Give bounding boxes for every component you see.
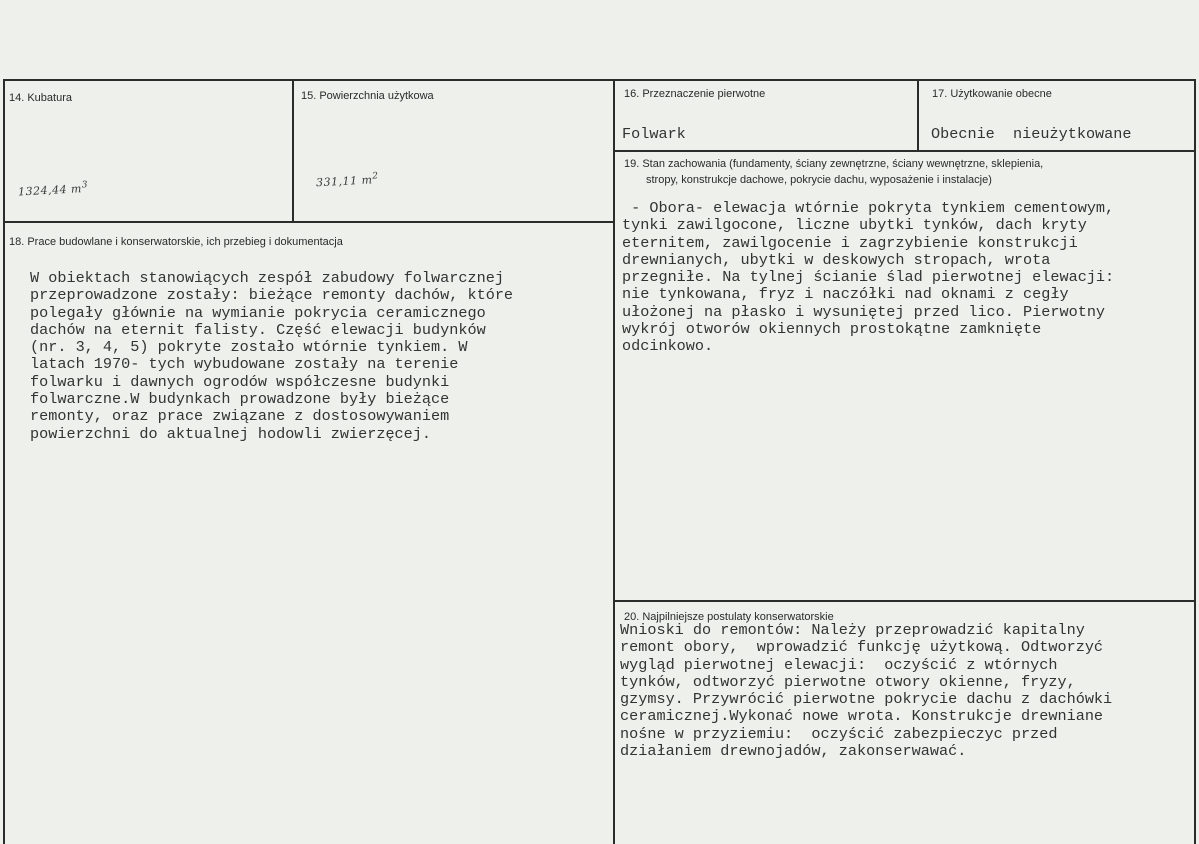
field-14-power: 3 xyxy=(81,180,89,191)
field-18-text: W obiektach stanowiących zespół zabudowy folwarcznej przeprowadzone zostały: bieżące remonty dachów, które polegały głównie na wymianie pokrycia ceramicznego dachów na eternit falisty. Część elewacji budynków (nr. 3, 4, 5) pokryte zostało wtórnie tynkiem. W latach 1970- tych wybudowane zostały na terenie folwarku i dawnych ogrodów współczesne budynki folwarczne.W budynkach prowadzone były bieżące remonty, oraz prace związane z dostosowywaniem powierzchni do aktualnej hodowli zwierzęcej. xyxy=(30,269,514,443)
field-17-value: Obecnie nieużytkowane xyxy=(931,125,1132,143)
field-15-power: 2 xyxy=(372,171,379,182)
field-19-text: - Obora- elewacja wtórnie pokryta tynkiem cementowym, tynki zawilgocone, liczne ubytki tynków, dach kryty eternitem, zawilgocenie i zagrzybienie konstrukcji drewnianych, ubytki w deskowych stropach, wrota przegniłe. Na tylnej ścianie ślad pierwotnej elewacji: nie tynkowana, fryz i naczółki nad oknami z cegły ułożonej na płasko i wysuniętej przed lico. Pierwotny wykrój otworów okiennych prostokątne zamknięte odcinkowo. xyxy=(622,199,1115,356)
field-20-label: 20. Najpilniejsze postulaty konserwatorskie xyxy=(624,611,834,623)
field-14-number: 1324,44 m xyxy=(17,182,83,199)
field-19-label-line2: stropy, konstrukcje dachowe, pokrycie dachu, wyposażenie i instalacje) xyxy=(646,174,992,186)
top-rule xyxy=(3,79,1195,81)
field-16-value: Folwark xyxy=(622,125,686,143)
field-14-value xyxy=(18,180,89,198)
field-20-text: Wnioski do remontów: Należy przeprowadzić kapitalny remont obory, wprowadzić funkcję użytkową. Odtworzyć wygląd pierwotnej elewacji: oczyścić z wtórnych tynków, odtworzyć pierwotne otwory okienne, fryzy, gzymsy. Przywrócić pierwotne pokrycie dachu z dachówki ceramicznej.Wykonać nowe wrota. Konstrukcje drewniane nośne w przyziemiu: oczyścić zabezpieczyc przed działaniem drewnojadów, zakonserwawać. xyxy=(620,621,1113,761)
field-15-value xyxy=(316,171,379,189)
field-14-label: 14. Kubatura xyxy=(9,92,72,104)
field-18-label: 18. Prace budowlane i konserwatorskie, ich przebieg i dokumentacja xyxy=(9,236,343,248)
rule-under-16-17 xyxy=(613,150,1196,152)
field-19-label-line1: 19. Stan zachowania (fundamenty, ściany zewnętrzne, ściany wewnętrzne, sklepienia, xyxy=(624,158,1044,170)
left-border xyxy=(3,79,5,844)
rule-under-14-15 xyxy=(3,221,615,223)
divider-14-15 xyxy=(292,79,294,222)
field-16-label: 16. Przeznaczenie pierwotne xyxy=(624,88,766,100)
center-divider xyxy=(613,79,615,844)
rule-above-20 xyxy=(613,600,1196,602)
field-15-label: 15. Powierzchnia użytkowa xyxy=(301,90,434,102)
divider-16-17 xyxy=(917,79,919,151)
field-17-label: 17. Użytkowanie obecne xyxy=(932,88,1052,100)
field-15-number: 331,11 m xyxy=(315,173,373,190)
